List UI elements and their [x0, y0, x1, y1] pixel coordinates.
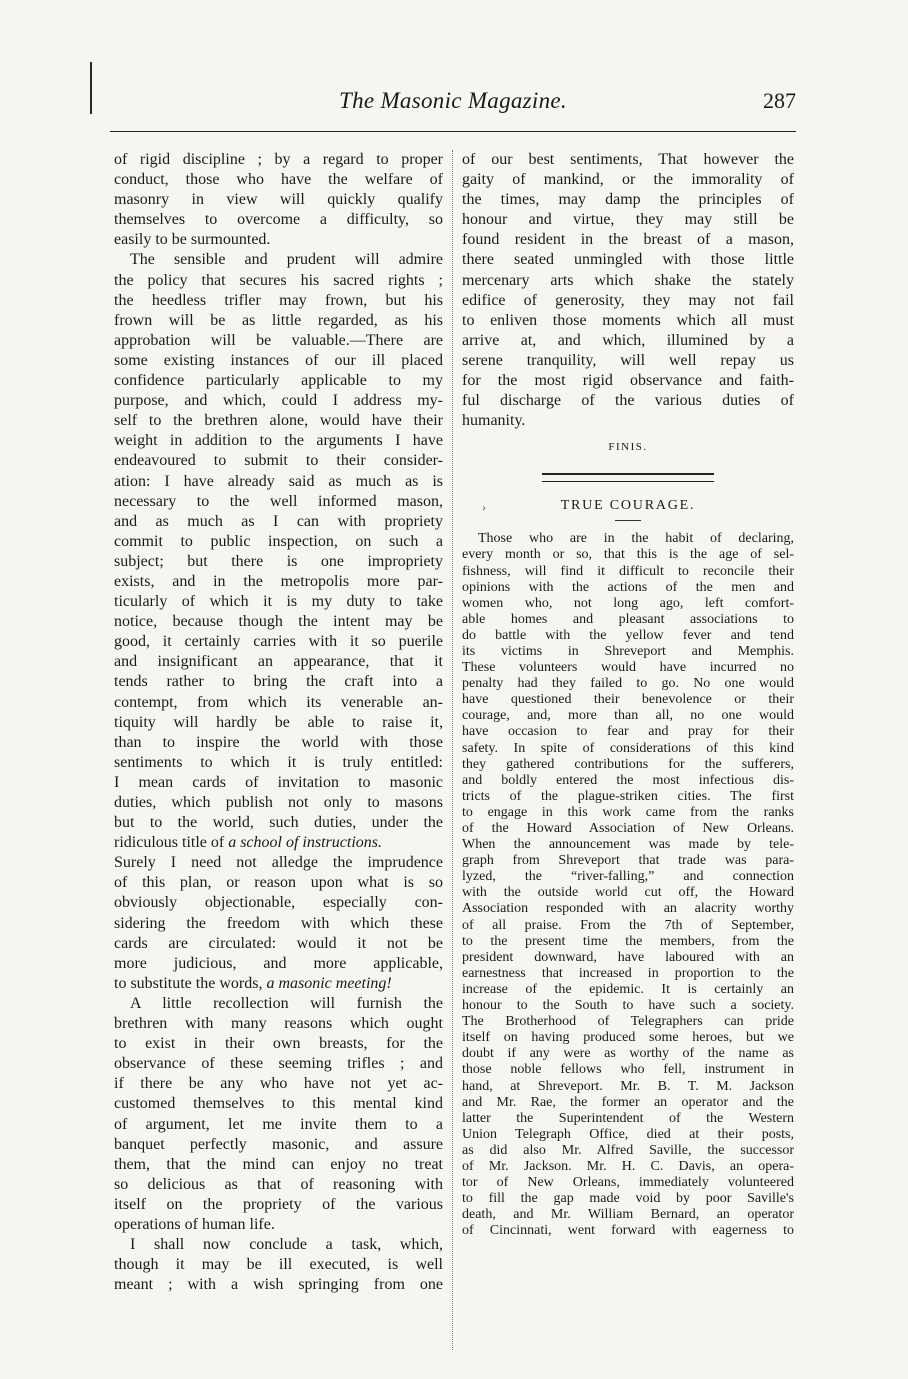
text-line: gaity of mankind, or the immorality of: [462, 171, 794, 189]
text-line: honour and virtue, they may still be: [462, 211, 794, 229]
text-line: Association responded with an alacrity worthy: [462, 901, 794, 917]
text-line: I mean cards of invitation to masonic: [114, 773, 443, 791]
text-line: with the outside world cut off, the Howard: [462, 885, 794, 901]
text-line: obviously objectionable, especially con-: [114, 894, 443, 912]
text-line: honour to the South to have such a society.: [462, 998, 794, 1014]
text-line: more judicious, and more applicable,: [114, 954, 443, 972]
text-line: courage, and, more than all, no one would: [462, 708, 794, 724]
text-line: them, that the mind can enjoy no treat: [114, 1155, 443, 1173]
page-number: 287: [763, 88, 796, 113]
text-line: mercenary arts which shake the stately: [462, 271, 794, 289]
article-body: [462, 531, 794, 1239]
text-line: sidering the freedom with which these: [114, 914, 443, 932]
text-line: tor of New Orleans, immediately volunteered: [462, 1175, 794, 1191]
text-line: When the announcement was made by tele-: [462, 837, 794, 853]
text-line: tricts of the plague-striken cities. The first: [462, 788, 794, 804]
text-line: than to inspire the world with those: [114, 733, 443, 751]
text-line: Surely I need not alledge the imprudence: [114, 854, 443, 872]
text-line: observance of these seeming trifles ; and: [114, 1055, 443, 1073]
text-line: to exist in their own breasts, for the: [114, 1035, 443, 1053]
text-line: masonry in view will quickly qualify: [114, 191, 443, 209]
text-line: weight in addition to the arguments I have: [114, 432, 443, 450]
text-line: some existing instances of our ill placed: [114, 351, 443, 369]
text-line: Those who are in the habit of declaring,: [478, 531, 794, 547]
text-line: opinions with the actions of the men and: [462, 579, 794, 595]
text-line: but to the world, such duties, under the: [114, 814, 443, 832]
text-line: to engage in this work came from the ranks: [462, 804, 794, 820]
text-line: fishness, will find it difficult to reconcile their: [462, 563, 794, 579]
text-line: its victims in Shreveport and Memphis.: [462, 643, 794, 659]
finis-mark: FINIS.: [608, 441, 648, 454]
text-line: have questioned their benevolence or their: [462, 692, 794, 708]
text-line: The Brotherhood of Telegraphers can pride: [462, 1014, 794, 1030]
text-line: though it may be ill executed, is well: [114, 1256, 443, 1274]
header-rule: [110, 131, 796, 132]
text-line: good, it certainly carries with it so puerile: [114, 633, 443, 651]
text-line: themselves to overcome a difficulty, so: [114, 211, 443, 229]
text-line: and insignificant an appearance, that it: [114, 653, 443, 671]
text-line: and Mr. Rae, the former an operator and the: [462, 1094, 794, 1110]
text-line: serene tranquility, will well repay us: [462, 351, 794, 369]
text-line: the times, may damp the principles of: [462, 191, 794, 209]
text-line: easily to be surmounted.: [114, 231, 271, 249]
text-run: ridiculous title of: [114, 834, 229, 852]
text-line: of this plan, or reason upon what is so: [114, 874, 443, 892]
text-line: tends rather to bring the craft into a: [114, 673, 443, 691]
text-line: there seated unmingled with those little: [462, 251, 794, 269]
text-line: Union Telegraph Office, died at their posts,: [462, 1126, 794, 1142]
text-line: operations of human life.: [114, 1215, 275, 1233]
text-line: of argument, let me invite them to a: [114, 1115, 443, 1133]
text-line: commit to public inspection, on such a: [114, 532, 443, 550]
text-line: lyzed, the “river-falling,” and connection: [462, 869, 794, 885]
text-line: cards are circulated: would it not be: [114, 934, 443, 952]
text-line: ful discharge of the various duties of: [462, 392, 794, 410]
text-line: approbation will be valuable.—There are: [114, 331, 443, 349]
text-line: they gathered contributions for the sufferers,: [462, 756, 794, 772]
text-line: of rigid discipline ; by a regard to proper: [114, 151, 443, 168]
text-line: brethren with many reasons which ought: [114, 1015, 443, 1033]
text-line: president downward, have laboured with an: [462, 949, 794, 965]
text-line: conduct, those who have the welfare of: [114, 171, 443, 189]
text-line: those noble fellows who fell, instrument in: [462, 1062, 794, 1078]
text-line: confidence particularly applicable to my: [114, 372, 443, 390]
text-line: duties, which publish not only to masons: [114, 794, 443, 811]
text-line: latter the Superintendent of the Western: [462, 1110, 794, 1126]
text-line: ation: I have already said as much as is: [114, 472, 443, 490]
text-line: self to the brethren alone, would have their: [114, 412, 443, 430]
text-line: able homes and pleasant associations to: [462, 611, 794, 627]
italic-phrase: a masonic meeting!: [266, 974, 392, 992]
text-line: purpose, and which, could I address my-: [114, 392, 443, 410]
text-line: itself on having produced some heroes, but we: [462, 1030, 794, 1046]
text-line: women who, not long ago, left comfort-: [462, 595, 794, 611]
text-line: notice, because though the intent may be: [114, 613, 443, 631]
italic-phrase: a school of instructions.: [228, 834, 382, 852]
text-line: I shall now conclude a task, which,: [130, 1236, 443, 1254]
text-line: itself on the propriety of the various: [114, 1195, 443, 1213]
text-line: graph from Shreveport that trade was para-: [462, 853, 794, 869]
title-short-rule: [615, 520, 641, 521]
text-line: subject; but there is one impropriety: [114, 552, 443, 570]
text-line: and boldly entered the most infectious dis-: [462, 772, 794, 788]
text-line: endeavoured to submit to their consider-: [114, 452, 443, 470]
text-line: penalty had they failed to go. No one would: [462, 676, 794, 692]
text-line: for the most rigid observance and faith-: [462, 372, 794, 390]
text-line: safety. In spite of considerations of this kind: [462, 740, 794, 756]
text-line: of Cincinnati, went forward with eagerness to: [462, 1223, 794, 1239]
section-double-rule: [542, 473, 714, 482]
text-line: to fill the gap made void by poor Saville's: [462, 1191, 794, 1207]
left-column: [114, 150, 443, 1295]
text-line: of Mr. Jackson. Mr. H. C. Davis, an opera-: [462, 1158, 794, 1174]
text-line: These volunteers would have incurred no: [462, 660, 794, 676]
column-divider: [452, 150, 453, 1350]
text-line: humanity.: [462, 412, 526, 430]
text-line: tiquity will hardly be able to raise it,: [114, 713, 443, 731]
text-line: of all praise. From the 7th of September,: [462, 917, 794, 933]
text-line: necessary to the well informed mason,: [114, 492, 443, 510]
text-line: A little recollection will furnish the: [130, 994, 443, 1012]
text-line: have occasion to fear and pray for their: [462, 724, 794, 740]
print-tick-mark: ›: [482, 500, 488, 515]
text-line: to enliven those moments which all must: [462, 311, 794, 329]
text-line: of the Howard Association of New Orleans.: [462, 821, 794, 836]
text-line: frown will be as little regarded, as his: [114, 311, 443, 329]
text-line-with-italic: [114, 974, 443, 994]
text-line: customed themselves to this mental kind: [114, 1095, 443, 1113]
running-title: The Masonic Magazine.: [339, 88, 567, 113]
section-title-wrap: [462, 496, 794, 516]
text-line: arrive at, and which, illumined by a: [462, 331, 794, 349]
text-line: and as much as I can with propriety: [114, 512, 443, 530]
text-line: if there be any who have not yet ac-: [114, 1075, 443, 1093]
text-line: the policy that secures his sacred rights ;: [114, 271, 443, 289]
text-line: contempt, from which its venerable an-: [114, 693, 443, 711]
text-line: death, and Mr. William Bernard, an operator: [462, 1207, 794, 1223]
page-edge-mark: [90, 62, 92, 114]
text-line: hand, at Shreveport. Mr. B. T. M. Jackson: [462, 1078, 794, 1094]
text-line: every month or so, that this is the age of sel-: [462, 547, 794, 563]
text-line: so delicious as that of reasoning with: [114, 1175, 443, 1193]
text-line: do battle with the yellow fever and tend: [462, 627, 794, 643]
text-line: to the present time the members, from the: [462, 933, 794, 949]
text-line: The sensible and prudent will admire: [130, 251, 443, 269]
page-header: [108, 88, 798, 120]
text-line-with-italic: [114, 833, 443, 853]
text-line: ticularly of which it is my duty to take: [114, 593, 443, 611]
right-column: [462, 150, 794, 1239]
text-line: exists, and in the metropolis more par-: [114, 572, 443, 590]
section-title: TRUE COURAGE.: [560, 498, 696, 514]
text-line: increase of the epidemic. It is certainly an: [462, 981, 794, 997]
text-line: the heedless trifler may frown, but his: [114, 291, 443, 309]
text-line: as did also Mr. Alfred Saville, the successor: [462, 1142, 794, 1158]
text-line: sentiments to which it is truly entitled:: [114, 753, 443, 771]
text-line: of our best sentiments, That however the: [462, 151, 794, 168]
text-line: found resident in the breast of a mason,: [462, 231, 794, 249]
text-line: edifice of generosity, they may not fail: [462, 291, 794, 309]
text-line: earnestness that increased in proportion to the: [462, 965, 794, 981]
text-line: banquet perfectly masonic, and assure: [114, 1135, 443, 1153]
text-line: doubt if any were as worthy of the name as: [462, 1046, 794, 1062]
text-run: to substitute the words,: [114, 974, 267, 992]
text-line: meant ; with a wish springing from one: [114, 1276, 443, 1294]
